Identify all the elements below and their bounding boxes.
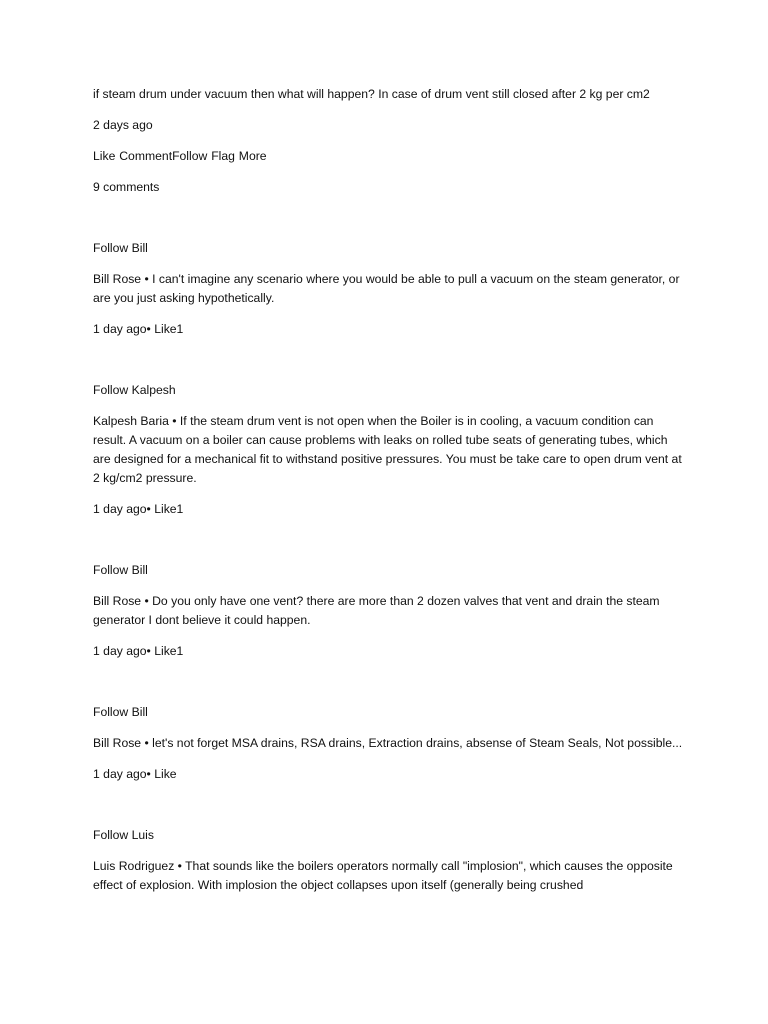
discussion-page: [93, 85, 683, 895]
comment-time: 1 day ago: [93, 502, 147, 516]
comment-count[interactable]: 9 comments: [93, 180, 160, 194]
follow-link[interactable]: Follow: [172, 149, 208, 163]
comment: [93, 239, 683, 339]
comment-meta: 1 day ago• Like1: [93, 502, 184, 516]
comment-text: Luis Rodriguez • That sounds like the boilers operators normally call "implosion", which causes the opposite effect of explosion. With implosion the object collapses upon itself (generally being crushed: [93, 859, 673, 892]
flag-link[interactable]: Flag: [211, 149, 235, 163]
follow-author-link[interactable]: Follow Bill: [93, 241, 148, 255]
comment-link[interactable]: Comment: [119, 149, 173, 163]
comment-time: 1 day ago: [93, 644, 147, 658]
follow-author-link[interactable]: Follow Bill: [93, 705, 148, 719]
comment-text: Bill Rose • I can't imagine any scenario where you would be able to pull a vacuum on the steam generator, or are you just asking hypothetically.: [93, 272, 680, 305]
comment: [93, 561, 683, 661]
comment-text: Bill Rose • let's not forget MSA drains, RSA drains, Extraction drains, absense of Steam Seals, Not possible...: [93, 736, 683, 750]
follow-author-link[interactable]: Follow Bill: [93, 563, 148, 577]
comment-time: 1 day ago: [93, 767, 147, 781]
comment-meta: 1 day ago• Like1: [93, 644, 184, 658]
comment-like-link[interactable]: Like1: [154, 502, 184, 516]
comment-text: Bill Rose • Do you only have one vent? there are more than 2 dozen valves that vent and drain the steam generator I dont believe it could happen.: [93, 594, 660, 627]
follow-author-link[interactable]: Follow Kalpesh: [93, 383, 176, 397]
like-link[interactable]: Like: [93, 149, 116, 163]
comment-text: Kalpesh Baria • If the steam drum vent is not open when the Boiler is in cooling, a vacuum condition can result. A vacuum on a boiler can cause problems with leaks on rolled tube seats of generating tubes, which are designed for a mechanical fit to withstand positive pressures. You must be take care to open drum vent at 2 kg/cm2 pressure.: [93, 414, 682, 485]
comment-like-link[interactable]: Like: [154, 767, 177, 781]
comment: [93, 703, 683, 784]
comment: [93, 381, 683, 519]
comment-time: 1 day ago: [93, 322, 147, 336]
comment-meta: 1 day ago• Like1: [93, 322, 184, 336]
comment-like-link[interactable]: Like1: [154, 322, 184, 336]
question-text: if steam drum under vacuum then what will happen? In case of drum vent still closed after 2 kg per cm2: [93, 87, 650, 101]
post-actions: [93, 147, 683, 166]
comment: [93, 826, 683, 895]
follow-author-link[interactable]: Follow Luis: [93, 828, 154, 842]
comment-meta: 1 day ago• Like: [93, 767, 177, 781]
more-link[interactable]: More: [238, 149, 267, 163]
post-timestamp: 2 days ago: [93, 118, 153, 132]
comment-like-link[interactable]: Like1: [154, 644, 184, 658]
